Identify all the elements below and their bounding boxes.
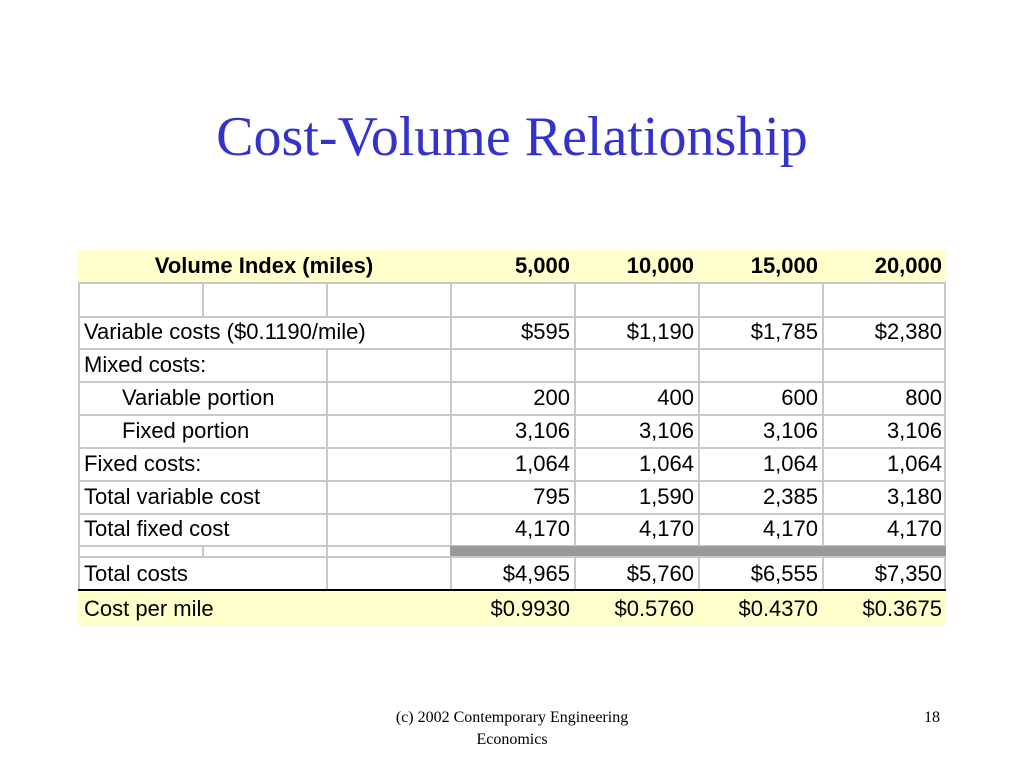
table-cell: 200 [533,384,570,410]
header-col-1: 5,000 [514,253,570,278]
row-label-fixed-portion: Fixed portion [122,417,250,443]
table-cell: 795 [533,483,570,509]
table-cell: 4,170 [514,516,570,541]
grid-line [326,348,328,589]
table-cell: 2,385 [762,483,818,509]
table-cell: $2,380 [874,319,942,344]
grid-line [202,282,204,316]
table-cell: 3,180 [886,483,942,509]
header-col-3: 15,000 [750,253,818,278]
table-cell: 4,170 [762,516,818,541]
table-cell: 1,064 [514,450,570,476]
grid-line [326,282,328,316]
page-number: 18 [924,709,940,726]
slide-title: Cost-Volume Relationship [216,106,808,168]
table-cell: 600 [781,384,818,410]
table-cell: $6,555 [750,560,818,586]
row-label-cost-per-mile: Cost per mile [84,595,214,621]
table-cell: $0.5760 [614,595,694,621]
grid-line [202,545,204,556]
table-cell: $7,350 [874,560,942,586]
separator-band [450,546,946,556]
table-cell: 4,170 [638,516,694,541]
table-cell: 1,590 [638,483,694,509]
table-cell: $0.4370 [738,595,818,621]
header-col-4: 20,000 [874,253,942,278]
table-cell: 1,064 [886,450,942,476]
row-label-variable-costs: Variable costs ($0.1190/mile) [84,319,366,344]
table-cell: $1,190 [626,319,694,344]
cost-volume-table [78,250,946,626]
table-cell: $1,785 [750,319,818,344]
table-cell: $0.9930 [490,595,570,621]
footer-line-1: (c) 2002 Contemporary Engineering [395,709,629,726]
table-cell: 3,106 [762,417,818,443]
table-cell: 3,106 [638,417,694,443]
table-cell: $0.3675 [862,595,942,621]
footer-line-2: Economics [476,731,548,748]
row-label-mixed-costs: Mixed costs: [84,351,207,377]
table-cell: $4,965 [502,560,570,586]
table-cell: 4,170 [886,516,942,541]
row-label-fixed-costs: Fixed costs: [84,450,202,476]
table-cell: $595 [521,319,570,344]
row-label-variable-portion: Variable portion [122,384,275,410]
row-label-total-costs: Total costs [84,560,188,586]
row-label-total-variable-cost: Total variable cost [84,483,261,509]
table-cell: 400 [657,384,694,410]
grid-line [78,282,946,284]
header-col-2: 10,000 [626,253,694,278]
table-cell: 3,106 [886,417,942,443]
table-cell: 1,064 [638,450,694,476]
table-cell: 800 [905,384,942,410]
table-cell: 3,106 [514,417,570,443]
footer-text [312,707,712,751]
header-label: Volume Index (miles) [154,253,374,278]
row-label-total-fixed-cost: Total fixed cost [84,516,230,541]
table-cell: 1,064 [762,450,818,476]
table-cell: $5,760 [626,560,694,586]
